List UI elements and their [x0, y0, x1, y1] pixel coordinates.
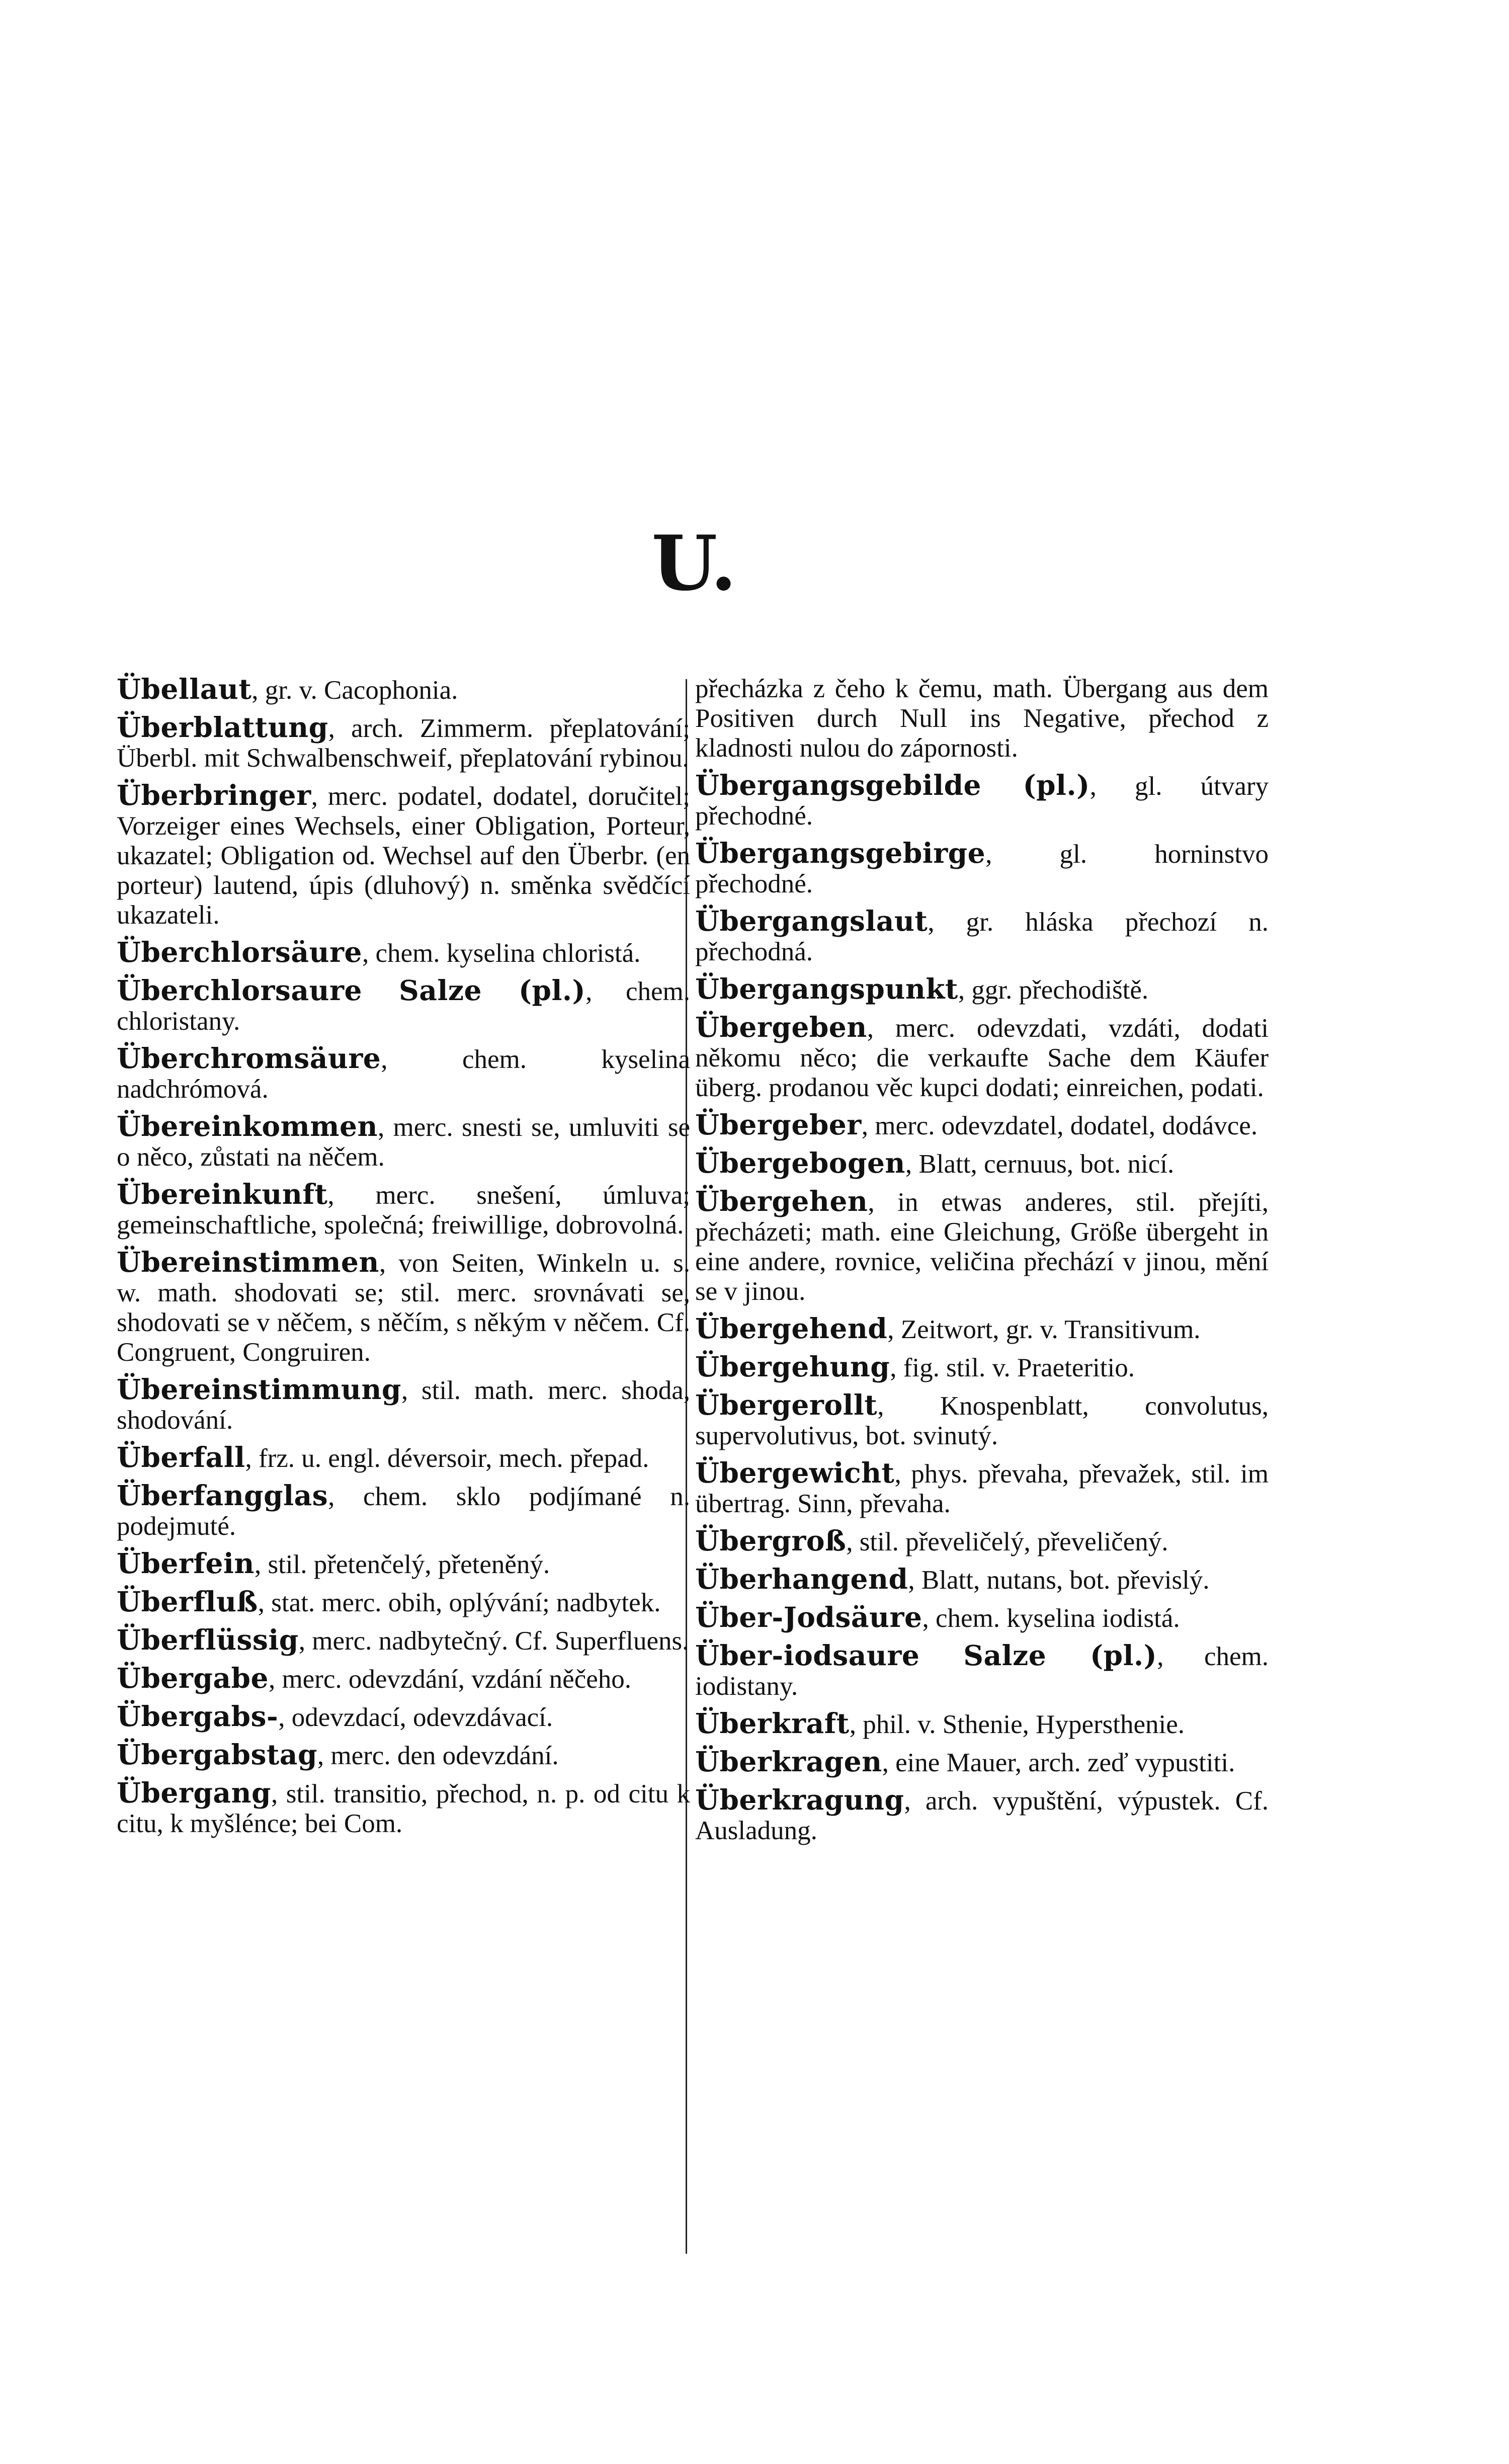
dictionary-entry: Übergehen, in etwas anderes, stil. přejíti, přecházeti; math. eine Gleichung, Größe übergeht in eine andere, rovnice, veličina přechází v jinou, mění se v jinou.: [695, 1185, 1269, 1306]
dictionary-entry: Überchromsäure, chem. kyselina nadchrómová.: [117, 1042, 690, 1104]
dictionary-entry: Überkragen, eine Mauer, arch. zeď vypustiti.: [695, 1745, 1235, 1778]
section-letter-heading: U.: [651, 519, 737, 608]
headword: Übereinstimmung: [117, 1373, 401, 1406]
dictionary-entry: Übergang, stil. transitio, přechod, n. p. od citu k citu, k myšlénce; bei Com.: [117, 1776, 690, 1838]
headword: Übereinkunft: [117, 1178, 328, 1210]
headword: Überchlorsaure Salze (pl.): [117, 974, 586, 1007]
dictionary-entry: Überfall, frz. u. engl. déversoir, mech. přepad.: [117, 1441, 649, 1473]
headword: Über-Jodsäure: [695, 1601, 923, 1633]
dictionary-entry: Übereinstimmen, von Seiten, Winkeln u. s. w. math. shodovati se; stil. merc. srovnávati se, shodovati se v něčem, s něčím, s někým v něčem. Cf. Congruent, Congruiren.: [117, 1246, 690, 1367]
headword: Überhangend: [695, 1563, 908, 1595]
dictionary-entry: Übergeben, merc. odevzdati, vzdáti, dodati někomu něco; die verkaufte Sache dem Käufer überg. prodanou věc kupci dodati; einreichen, podati.: [695, 1011, 1269, 1102]
dictionary-entry: Überchlorsaure Salze (pl.), chem. chloristany.: [117, 974, 690, 1036]
dictionary-entry: Überkragung, arch. vypuštění, výpustek. Cf. Ausladung.: [695, 1783, 1269, 1845]
headword: Überblattung: [117, 711, 328, 744]
headword: Überfall: [117, 1441, 245, 1473]
headword: Übergeber: [695, 1108, 862, 1141]
headword: Übergehend: [695, 1312, 888, 1345]
dictionary-entry: Übergeber, merc. odevzdatel, dodatel, dodávce.: [695, 1108, 1258, 1141]
bleed-through-text: [262, 206, 1247, 528]
headword: Übergabe: [117, 1662, 269, 1694]
headword: Übergehen: [695, 1185, 868, 1217]
headword: Übergang: [117, 1776, 271, 1809]
headword: Überkragen: [695, 1745, 882, 1778]
dictionary-entry: Überkraft, phil. v. Sthenie, Hypersthenie.: [695, 1707, 1185, 1740]
headword: Überkraft: [695, 1707, 850, 1740]
headword: Über-iodsaure Salze (pl.): [695, 1639, 1157, 1672]
dictionary-entry: Übergabstag, merc. den odevzdání.: [117, 1738, 559, 1771]
dictionary-entry: Übereinkunft, merc. snešení, úmluva; gemeinschaftliche, společná; freiwillige, dobrovolná.: [117, 1178, 690, 1240]
dictionary-entry: Übergabe, merc. odevzdání, vzdání něčeho.: [117, 1662, 632, 1694]
dictionary-entry: Übereinstimmung, stil. math. merc. shoda, shodování.: [117, 1373, 690, 1435]
dictionary-entry: Überchlorsäure, chem. kyselina chloristá.: [117, 936, 641, 968]
headword: Übergangspunkt: [695, 972, 958, 1005]
dictionary-entry: Übergebogen, Blatt, cernuus, bot. nicí.: [695, 1146, 1175, 1179]
dictionary-entry: Überfangglas, chem. sklo podjímané n. podejmuté.: [117, 1479, 690, 1541]
headword: Übergangsgebilde (pl.): [695, 769, 1090, 801]
headword: Übergabstag: [117, 1738, 317, 1771]
headword: Überfangglas: [117, 1479, 328, 1512]
headword: Überchlorsäure: [117, 936, 362, 968]
headword: Übergewicht: [695, 1456, 895, 1489]
right-column: [695, 674, 1269, 1853]
headword: Übergerollt: [695, 1388, 878, 1421]
headword: Übergroß: [695, 1524, 847, 1557]
headword: Übereinkommen: [117, 1110, 378, 1142]
headword: Übergangsgebirge: [695, 837, 986, 869]
headword: Übergabs-: [117, 1700, 279, 1733]
dictionary-entry: Übellaut, gr. v. Cacophonia.: [117, 673, 458, 705]
headword: Übergangslaut: [695, 905, 928, 937]
headword: Überfein: [117, 1547, 255, 1580]
headword: Überchromsäure: [117, 1042, 381, 1075]
dictionary-entry: Über-iodsaure Salze (pl.), chem. iodistany.: [695, 1639, 1269, 1701]
dictionary-entry: Über-Jodsäure, chem. kyselina iodistá.: [695, 1601, 1180, 1633]
dictionary-entry: Übergangsgebirge, gl. horninstvo přechodné.: [695, 837, 1269, 898]
left-column: [117, 674, 690, 1846]
dictionary-entry: Überfein, stil. přetenčelý, přeteněný.: [117, 1547, 550, 1580]
dictionary-entry: Übergabs-, odevzdací, odevzdávací.: [117, 1700, 553, 1733]
dictionary-entry: Übergehung, fig. stil. v. Praeteritio.: [695, 1350, 1135, 1383]
dictionary-entry: Übergangsgebilde (pl.), gl. útvary přechodné.: [695, 769, 1269, 831]
headword: Übereinstimmen: [117, 1246, 379, 1278]
headword: Übellaut: [117, 673, 252, 705]
dictionary-entry: Überfluß, stat. merc. obih, oplývání; nadbytek.: [117, 1585, 661, 1618]
headword: Überflüssig: [117, 1623, 299, 1656]
dictionary-entry: Übergroß, stil. převeličelý, převeličený.: [695, 1524, 1168, 1557]
headword: Überfluß: [117, 1585, 258, 1618]
dictionary-entry: Übergerollt, Knospenblatt, convolutus, supervolutivus, bot. svinutý.: [695, 1388, 1269, 1450]
dictionary-entry: přecházka z čeho k čemu, math. Übergang aus dem Positiven durch Null ins Negative, přechod z kladnosti nulou do zápornosti.: [695, 674, 1269, 763]
headword: Übergeben: [695, 1011, 867, 1043]
dictionary-entry: Übergangslaut, gr. hláska přechozí n. přechodná.: [695, 905, 1269, 966]
headword: Übergehung: [695, 1350, 890, 1383]
dictionary-entry: Überhangend, Blatt, nutans, bot. převislý.: [695, 1563, 1210, 1595]
dictionary-entry: Überflüssig, merc. nadbytečný. Cf. Superfluens.: [117, 1623, 689, 1656]
dictionary-entry: Übergehend, Zeitwort, gr. v. Transitivum.: [695, 1312, 1201, 1345]
dictionary-entry: Überbringer, merc. podatel, dodatel, doručitel; Vorzeiger eines Wechsels, einer Obligation, Porteur, ukazatel; Obligation od. Wechsel auf den Überbr. (en porteur) lautend, úpis (dluhový) n. směnka svědčící ukazateli.: [117, 779, 690, 930]
dictionary-entry: Übereinkommen, merc. snesti se, umluviti se o něco, zůstati na něčem.: [117, 1110, 690, 1172]
headword: Überbringer: [117, 779, 311, 811]
dictionary-entry: Überblattung, arch. Zimmerm. přeplatování; Überbl. mit Schwalbenschweif, přeplatování rybinou.: [117, 711, 690, 773]
dictionary-entry: Übergewicht, phys. převaha, převažek, stil. im übertrag. Sinn, převaha.: [695, 1456, 1269, 1518]
headword: Überkragung: [695, 1783, 904, 1816]
dictionary-entry: Übergangspunkt, ggr. přechodiště.: [695, 972, 1149, 1005]
headword: Übergebogen: [695, 1146, 905, 1179]
